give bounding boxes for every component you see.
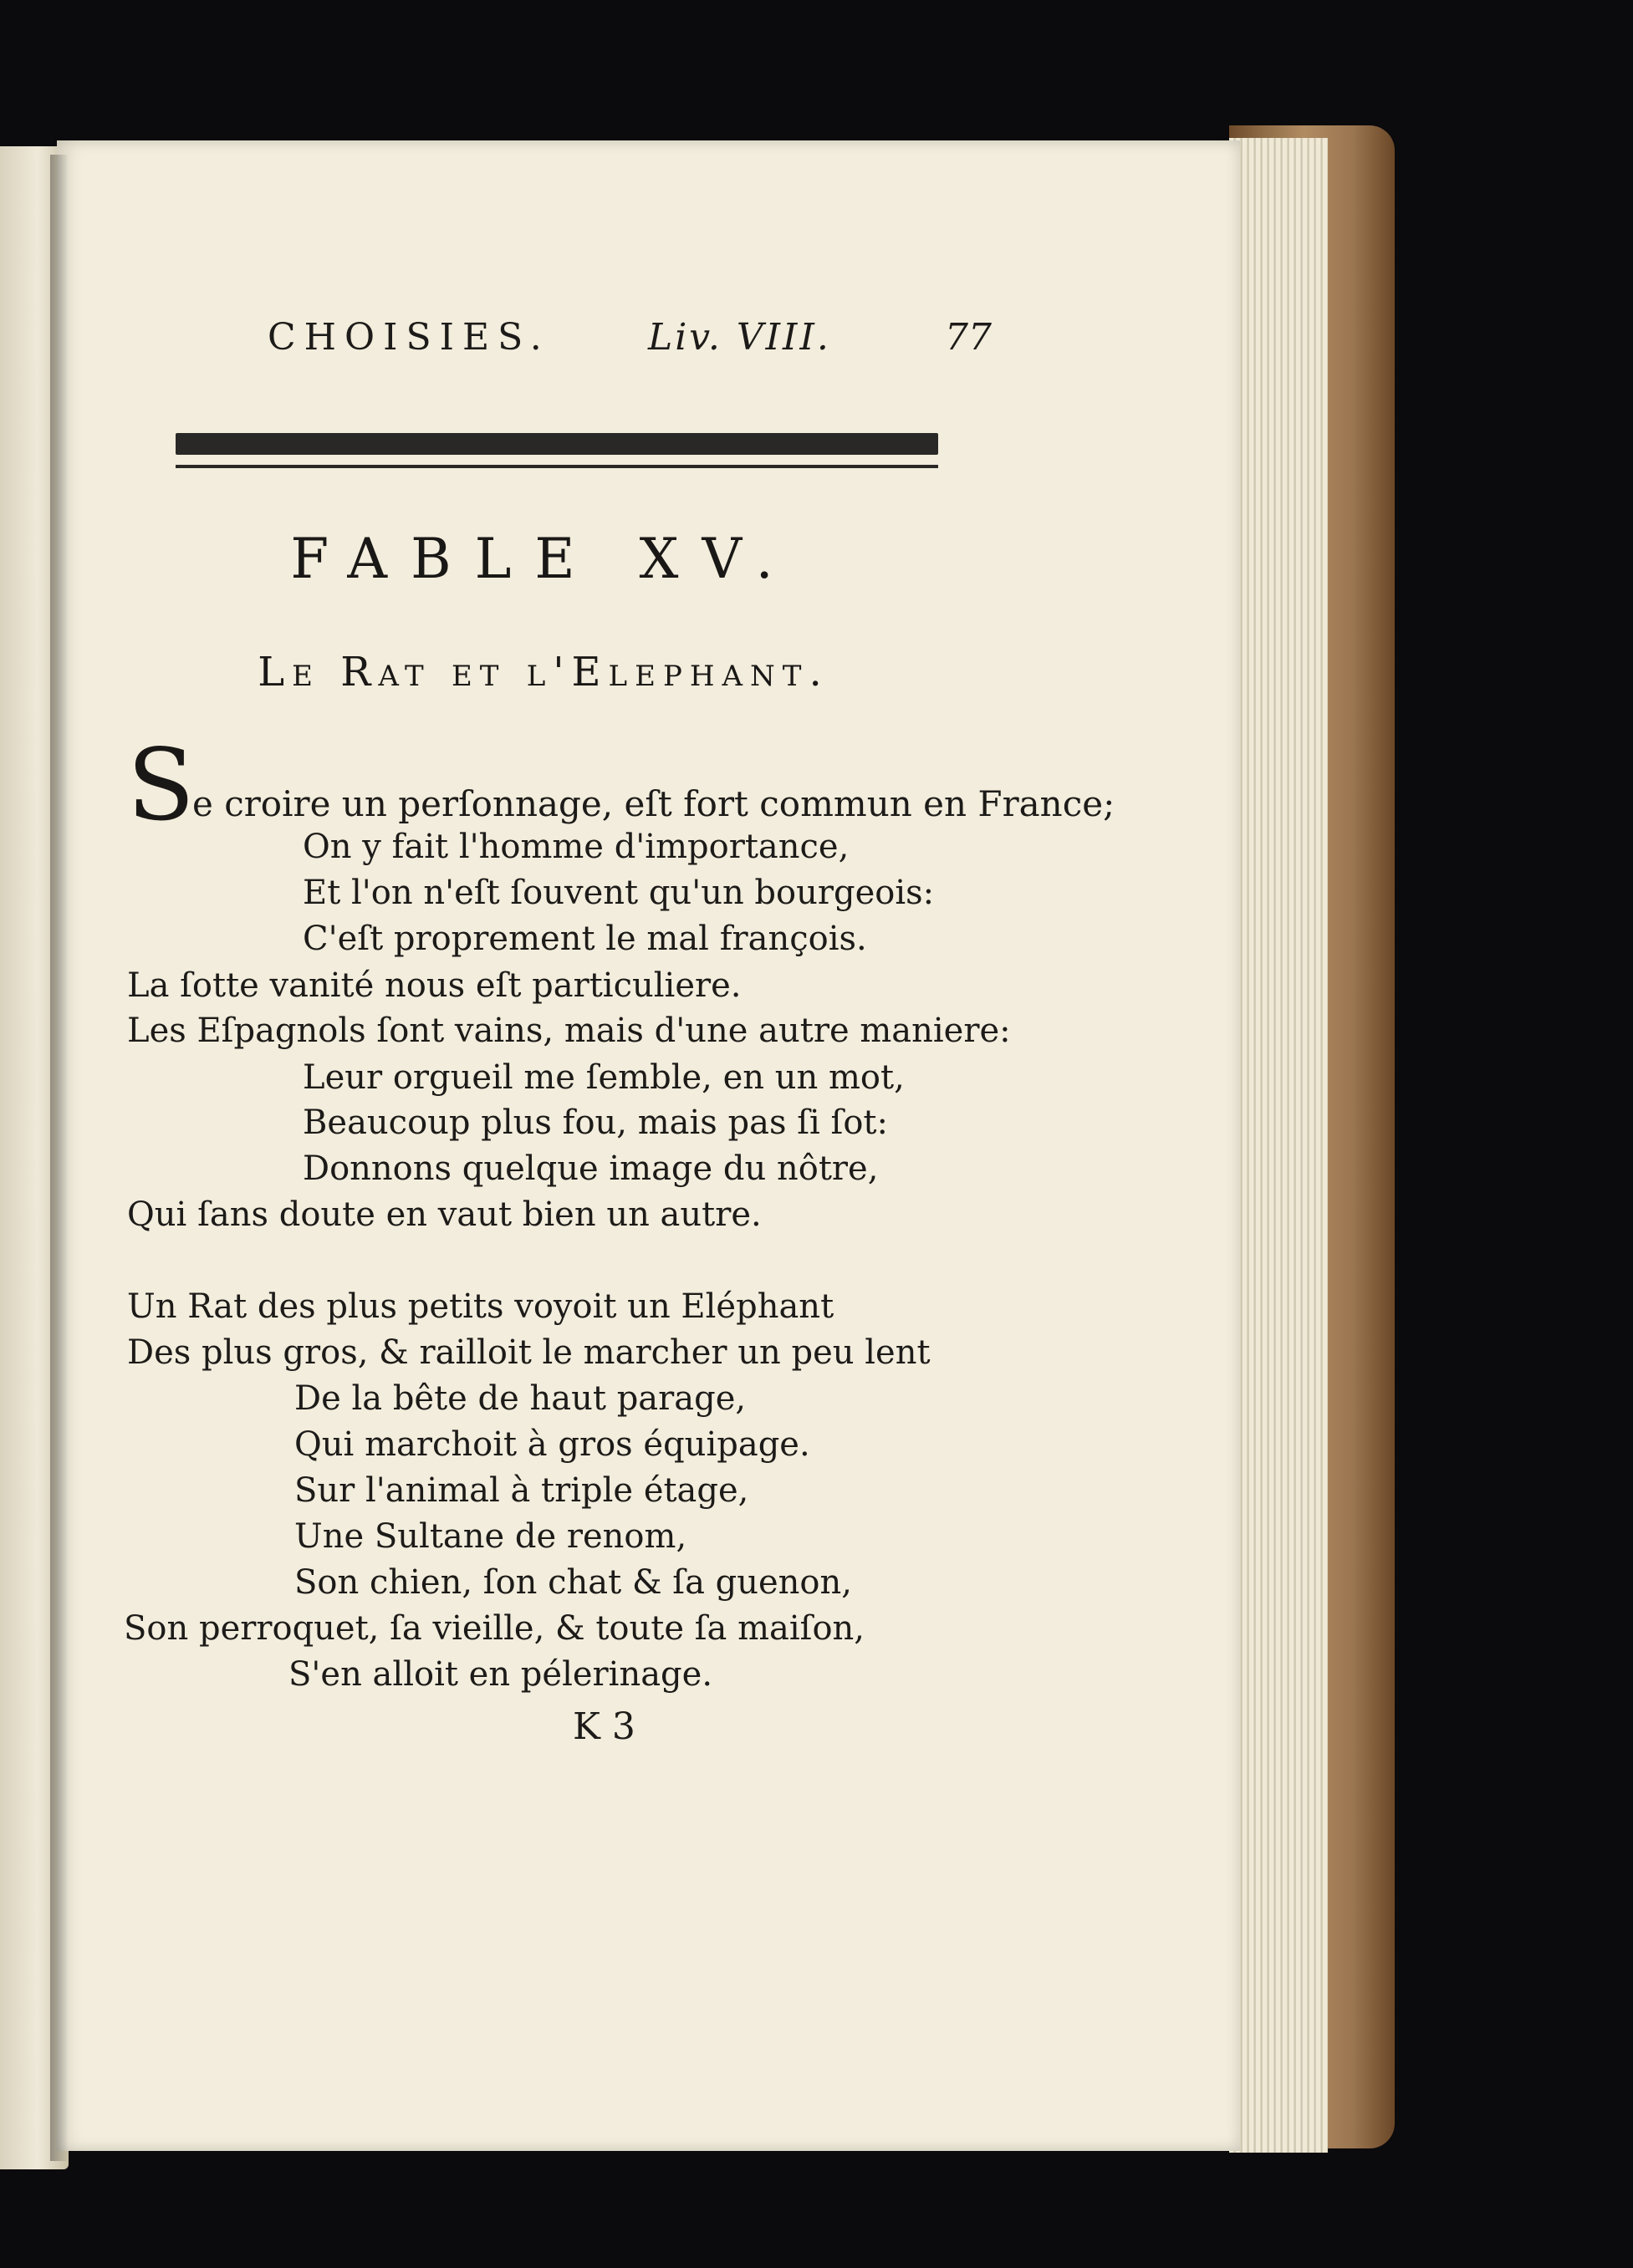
verse-line: Une Sultane de renom, bbox=[294, 1517, 687, 1556]
verse-line: e croire un perſonnage, eſt fort commun en France; bbox=[192, 783, 1115, 824]
verse-line: C'eſt proprement le mal françois. bbox=[303, 920, 867, 958]
verse-line: Qui ſans doute en vaut bien un autre. bbox=[127, 1195, 762, 1234]
fable-subtitle: Le Rat et l'Elephant. bbox=[258, 649, 829, 696]
page-block-edges bbox=[1229, 138, 1328, 2153]
verse-line: Leur orgueil me ſemble, en un mot, bbox=[303, 1058, 905, 1097]
ornamental-rule-thin bbox=[176, 465, 938, 468]
gutter-shadow bbox=[50, 155, 69, 2161]
page-number: 77 bbox=[945, 316, 992, 359]
running-head bbox=[268, 316, 1179, 375]
verse-line: De la bête de haut parage, bbox=[294, 1379, 747, 1418]
signature-mark: K 3 bbox=[573, 1705, 635, 1748]
verse-line: Donnons quelque image du nôtre, bbox=[303, 1149, 879, 1188]
verse-line: Sur l'animal à triple étage, bbox=[294, 1471, 749, 1510]
fable-title: FABLE XV. bbox=[290, 527, 797, 591]
verse-line: Les Eſpagnols ſont vains, mais d'une autre maniere: bbox=[127, 1012, 1011, 1050]
ornamental-rule-thick bbox=[176, 433, 938, 455]
drop-cap: S bbox=[127, 727, 195, 843]
verse-line: Qui marchoit à gros équipage. bbox=[294, 1425, 810, 1464]
verse-line: La ſotte vanité nous eſt particuliere. bbox=[127, 966, 742, 1005]
verse-line: Un Rat des plus petits voyoit un Eléphant bbox=[127, 1287, 834, 1326]
verse-line: Son perroquet, ſa vieille, & toute ſa maiſon, bbox=[124, 1609, 865, 1648]
verse-line: Et l'on n'eſt ſouvent qu'un bourgeois: bbox=[303, 874, 935, 912]
verse-line: On y fait l'homme d'importance, bbox=[303, 828, 850, 866]
verse-line: Beaucoup plus fou, mais pas ſi ſot: bbox=[303, 1103, 888, 1142]
verse-line: S'en alloit en pélerinage. bbox=[288, 1655, 713, 1694]
running-head-title: CHOISIES. bbox=[268, 316, 550, 359]
running-head-book: Liv. VIII. bbox=[648, 316, 831, 359]
verse-line: Des plus gros, & railloit le marcher un peu lent bbox=[127, 1333, 931, 1372]
verse-line: Son chien, ſon chat & ſa guenon, bbox=[294, 1563, 852, 1602]
